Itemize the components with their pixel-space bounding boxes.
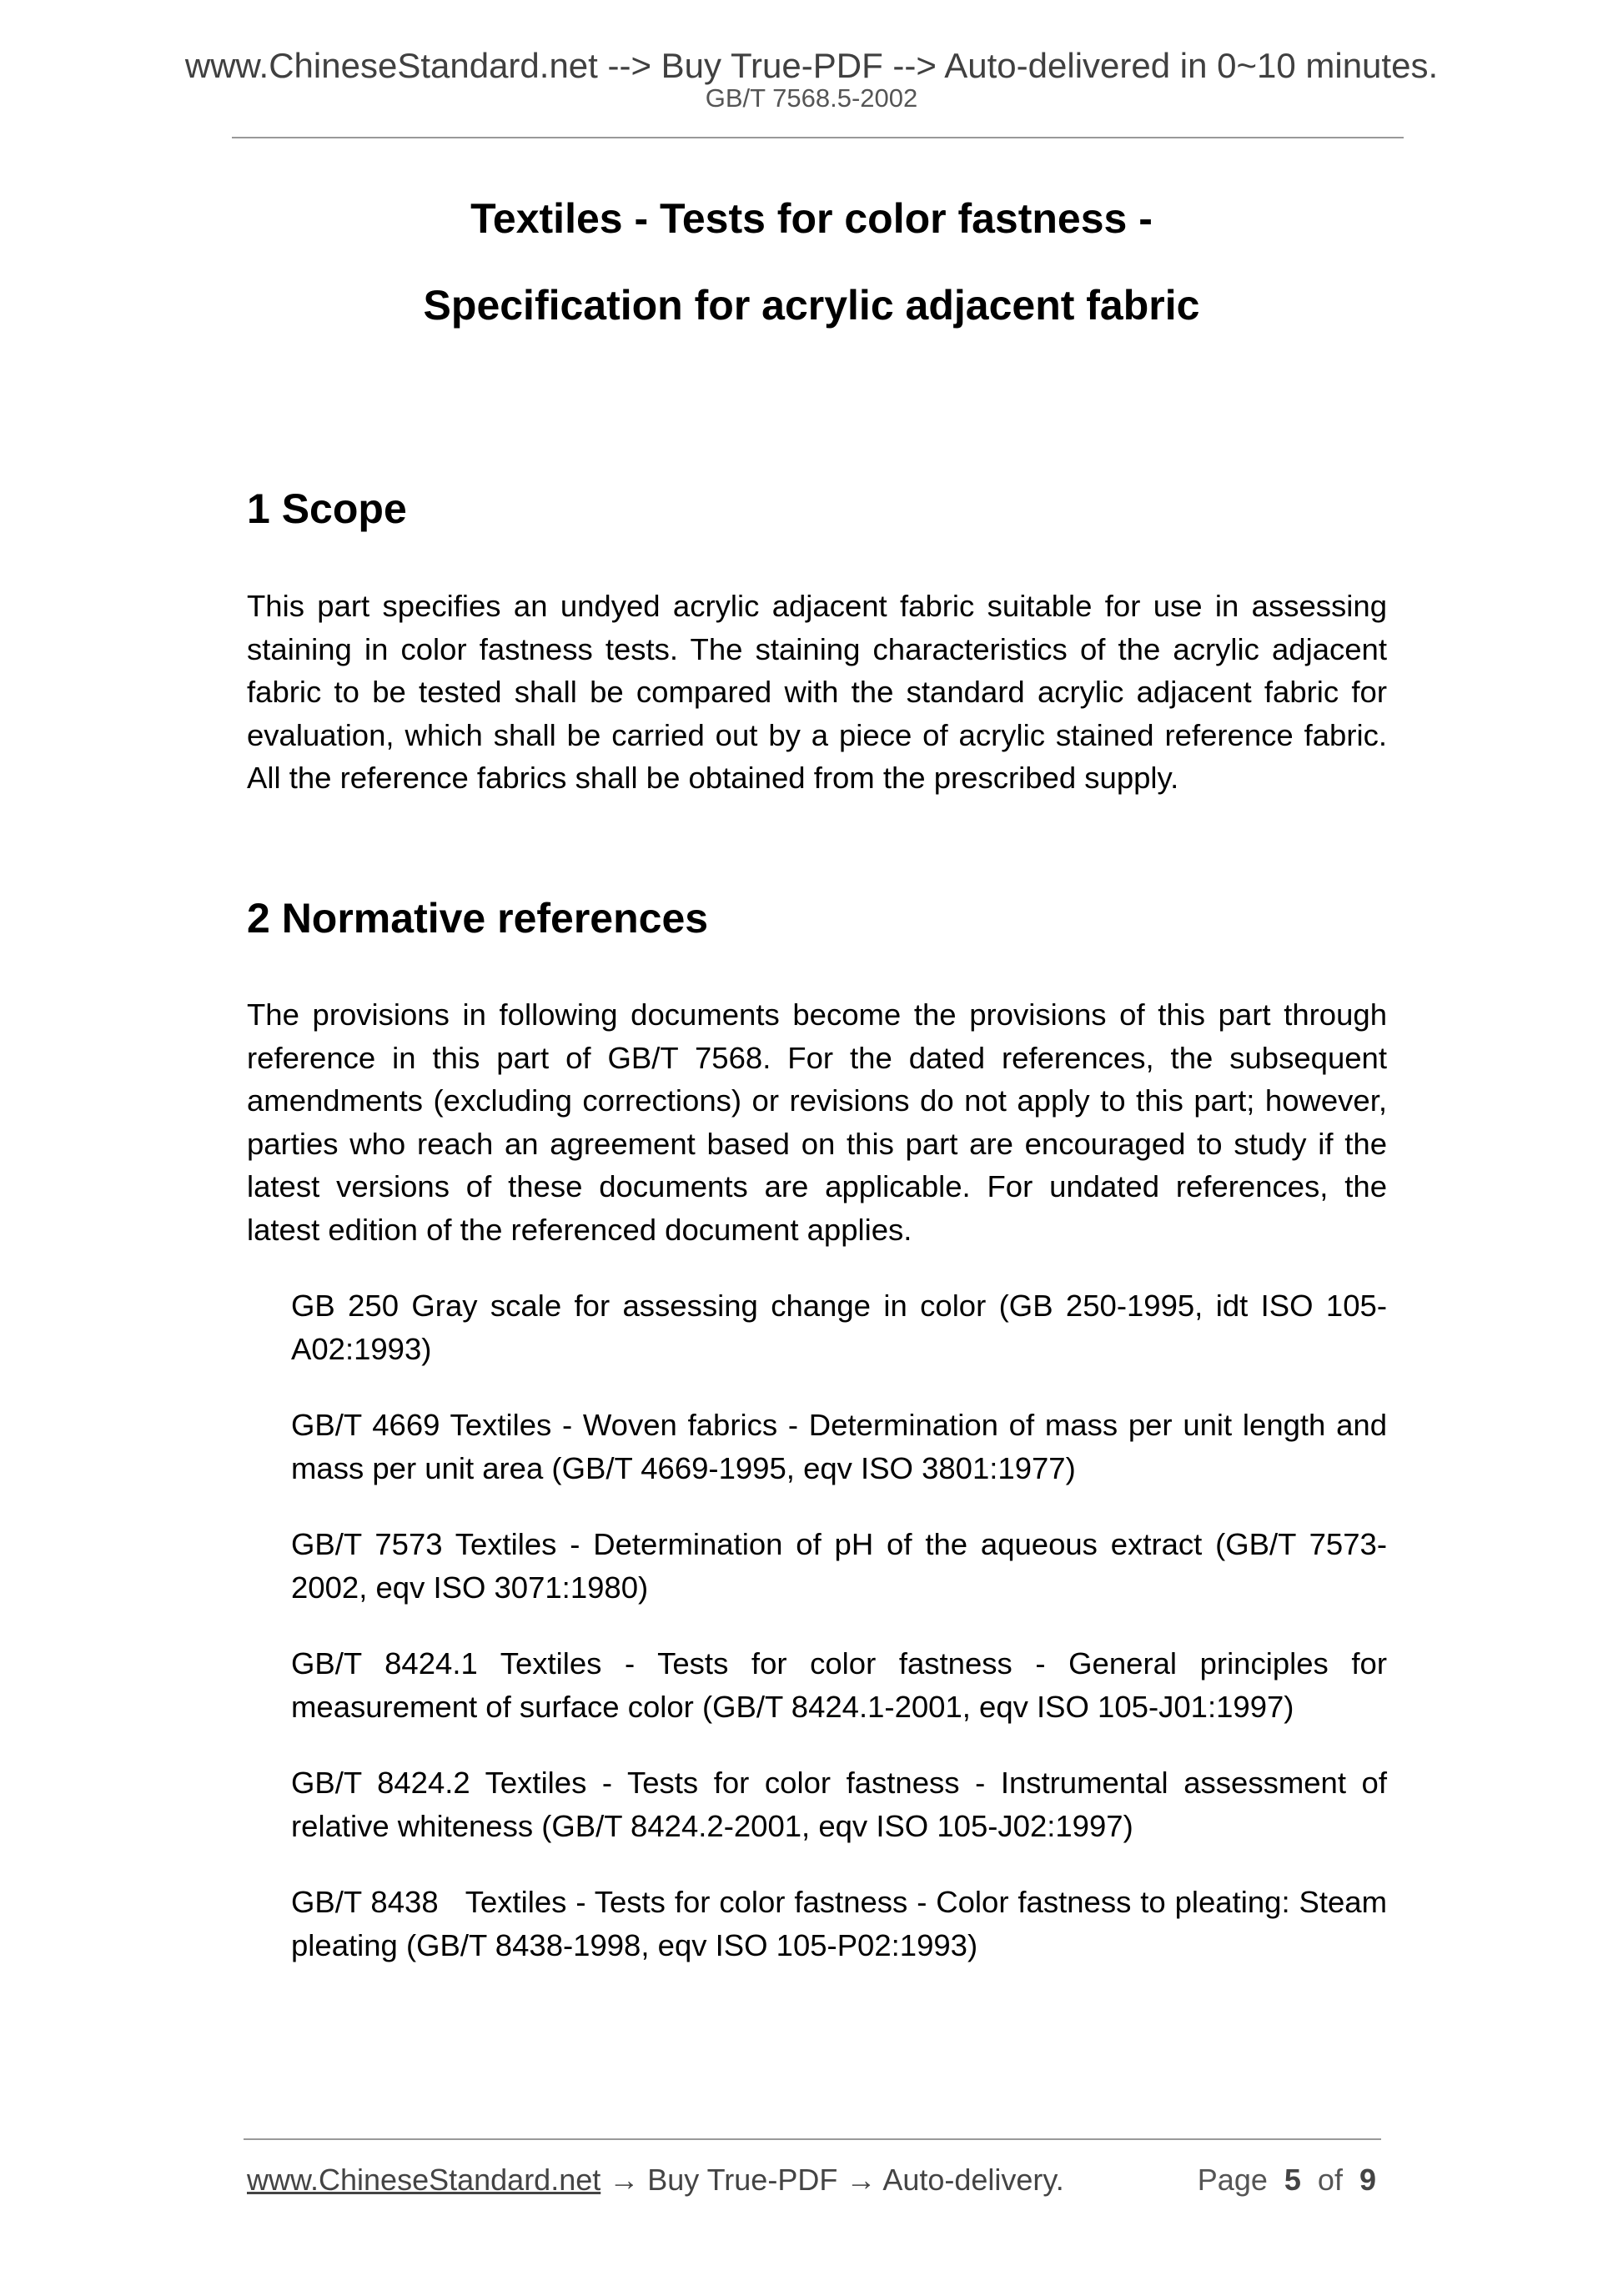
standard-code: GB/T 7568.5-2002 [705, 83, 918, 113]
page-label: Page [1197, 2163, 1268, 2197]
reference-item: GB/T 7573 Textiles - Determination of pH of the aqueous extract (GB/T 7573-2002, eqv ISO 3071:1980) [291, 1527, 1387, 1605]
page-indicator [1198, 2162, 1376, 2198]
page-current: 5 [1284, 2163, 1301, 2197]
reference-item: GB/T 8424.2 Textiles - Tests for color fastness - Instrumental assessment of relative whiteness (GB/T 8424.2-2001, eqv ISO 105-J02:1997) [291, 1766, 1387, 1843]
footer-divider [244, 2138, 1381, 2140]
reference-item: GB/T 8424.1 Textiles - Tests for color fastness - General principles for measurement of surface color (GB/T 8424.1-2001, eqv ISO 105-J01:1997) [291, 1646, 1387, 1724]
reference-item: GB/T 4669 Textiles - Woven fabrics - Determination of mass per unit length and mass per unit area (GB/T 4669-1995, eqv ISO 3801:1977) [291, 1408, 1387, 1485]
scope-paragraph: This part specifies an undyed acrylic adjacent fabric suitable for use in assessing staining in color fastness tests. The staining characteristics of the acrylic adjacent fabric to be tested shall be compared with the standard acrylic adjacent fabric for evaluation, which shall be carried out by a piece of acrylic stained reference fabric. All the reference fabrics shall be obtained from the prescribed supply. [247, 589, 1387, 795]
document-title-line2: Specification for acrylic adjacent fabric [423, 282, 1200, 329]
reference-item: GB/T 8438 Textiles - Tests for color fastness - Color fastness to pleating: Steam pleating (GB/T 8438-1998, eqv ISO 105-P02:1993) [291, 1885, 1396, 1962]
page-total: 9 [1359, 2163, 1376, 2197]
footer-tagline: → Buy True-PDF → Auto-delivery. [600, 2163, 1064, 2197]
reference-item: GB 250 Gray scale for assessing change in color (GB 250-1995, idt ISO 105-A02:1993) [291, 1289, 1387, 1366]
normative-references-paragraph: The provisions in following documents become the provisions of this part through reference in this part of GB/T 7568. For the dated references, the subsequent amendments (excluding corrections) or revisions do not apply to this part; however, parties who reach an agreement based on this part are encouraged to study if the latest versions of these documents are applicable. For undated references, the latest edition of the referenced document applies. [247, 997, 1387, 1247]
footer-text [247, 2162, 1064, 2198]
header-divider [232, 137, 1404, 138]
section-heading-normative-references: 2 Normative references [247, 895, 709, 942]
header-banner: www.ChineseStandard.net --> Buy True-PDF --> Auto-delivered in 0~10 minutes. [184, 46, 1439, 85]
of-label: of [1317, 2163, 1343, 2197]
reference-list [291, 1284, 1396, 2000]
document-title-line1: Textiles - Tests for color fastness - [470, 195, 1153, 242]
footer-link[interactable]: www.ChineseStandard.net [247, 2163, 601, 2197]
section-heading-scope: 1 Scope [247, 485, 407, 532]
